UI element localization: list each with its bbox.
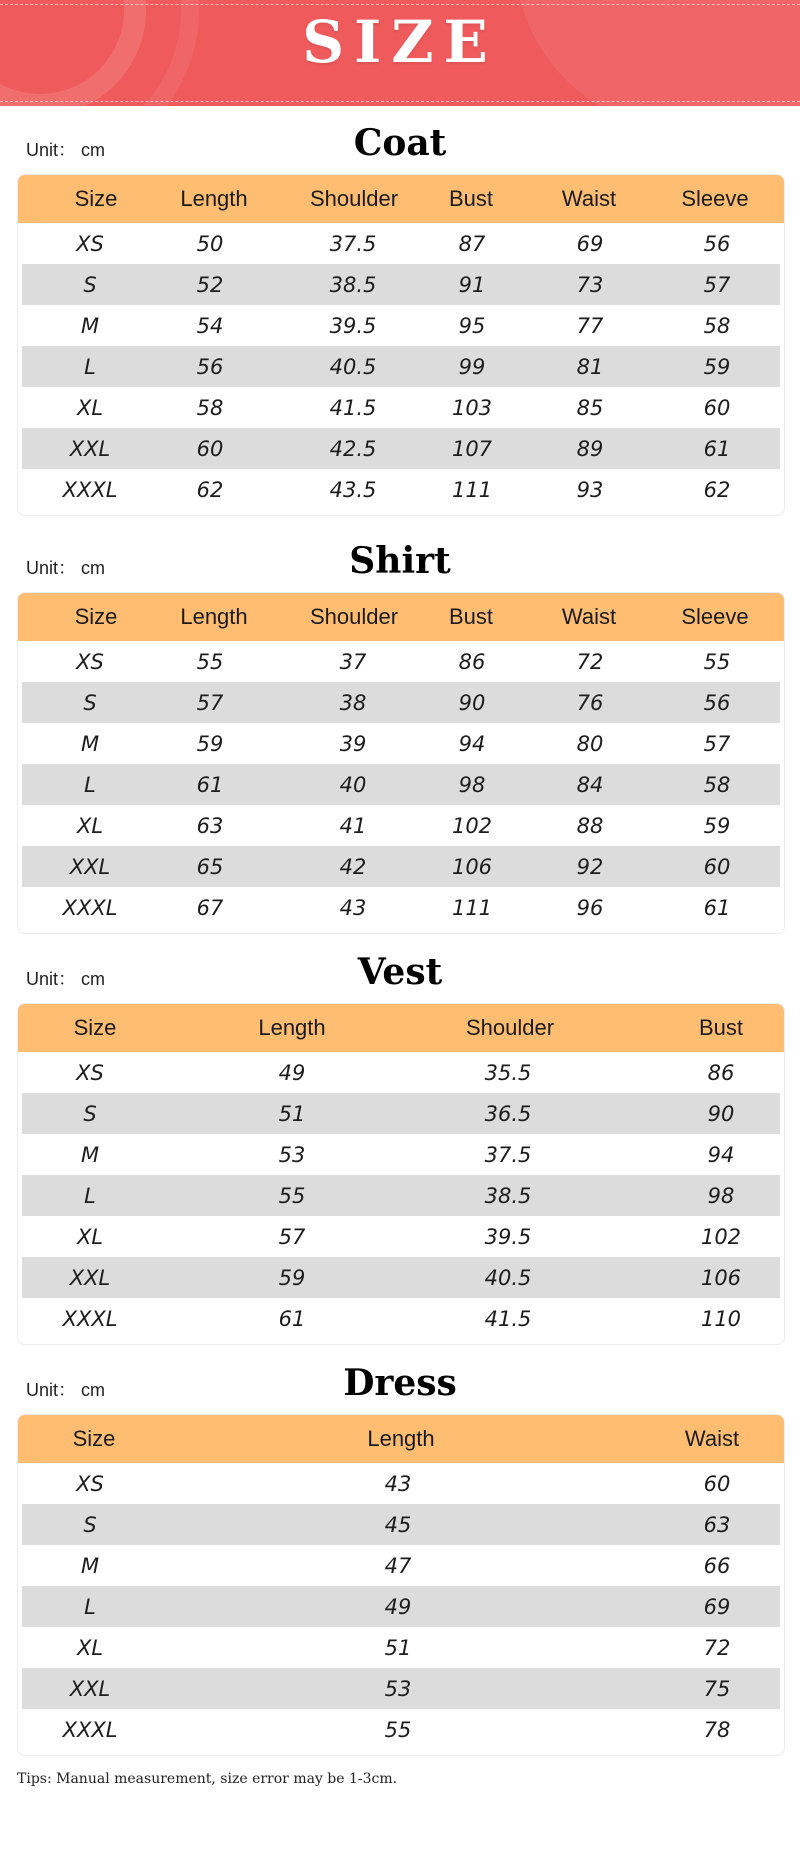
column-header: Bust bbox=[448, 186, 494, 211]
column-header: Waist bbox=[561, 186, 617, 211]
measurement-cell: 98 bbox=[707, 1183, 735, 1208]
measurement-cell: 57 bbox=[703, 272, 731, 297]
column-header: Shoulder bbox=[309, 604, 399, 629]
measurement-cell: 99 bbox=[458, 354, 486, 379]
measurement-cell: 41 bbox=[339, 813, 367, 838]
column-header: Bust bbox=[698, 1015, 744, 1040]
measurement-cell: 41.5 bbox=[484, 1306, 532, 1331]
table-row bbox=[18, 1545, 784, 1586]
measurement-cell: 60 bbox=[703, 395, 731, 420]
measurement-cell: 111 bbox=[451, 477, 493, 502]
measurement-cell: 63 bbox=[196, 813, 224, 838]
table-row bbox=[18, 1052, 784, 1093]
size-cell: XS bbox=[76, 649, 104, 674]
measurement-cell: 94 bbox=[458, 731, 486, 756]
unit-label: Unit： cm bbox=[26, 558, 106, 578]
table-row bbox=[22, 428, 780, 469]
column-header: Size bbox=[74, 186, 118, 211]
measurement-cell: 36.5 bbox=[484, 1101, 532, 1126]
measurement-cell: 55 bbox=[278, 1183, 306, 1208]
column-header: Size bbox=[74, 604, 118, 629]
measurement-cell: 77 bbox=[576, 313, 604, 338]
size-cell: XXL bbox=[69, 1265, 111, 1290]
measurement-cell: 111 bbox=[451, 895, 493, 920]
coat-table bbox=[17, 174, 785, 516]
measurement-cell: 42 bbox=[339, 854, 367, 879]
table-row bbox=[18, 641, 784, 682]
size-cell: S bbox=[83, 1512, 97, 1537]
measurement-cell: 87 bbox=[458, 231, 486, 256]
table-row bbox=[22, 346, 780, 387]
column-header: Size bbox=[73, 1015, 117, 1040]
table-header bbox=[18, 1415, 784, 1463]
table-body bbox=[18, 223, 784, 510]
size-cell: XXL bbox=[69, 854, 111, 879]
size-cell: XS bbox=[76, 1471, 104, 1496]
table-body bbox=[18, 641, 784, 928]
measurement-cell: 84 bbox=[576, 772, 604, 797]
size-cell: XXL bbox=[69, 1676, 111, 1701]
table-row bbox=[18, 469, 784, 510]
measurement-cell: 51 bbox=[278, 1101, 306, 1126]
coat-title: Coat bbox=[353, 122, 447, 164]
measurement-cell: 72 bbox=[703, 1635, 731, 1660]
column-header: Length bbox=[180, 186, 248, 211]
table-row bbox=[22, 1257, 780, 1298]
measurement-cell: 73 bbox=[576, 272, 604, 297]
table-row bbox=[22, 846, 780, 887]
column-header: Shoulder bbox=[309, 186, 399, 211]
size-cell: XS bbox=[76, 1060, 104, 1085]
measurement-cell: 58 bbox=[703, 313, 731, 338]
measurement-cell: 53 bbox=[278, 1142, 306, 1167]
table-row bbox=[22, 764, 780, 805]
measurement-cell: 85 bbox=[576, 395, 604, 420]
measurement-cell: 56 bbox=[703, 231, 731, 256]
measurement-cell: 38.5 bbox=[329, 272, 377, 297]
dress-title: Dress bbox=[343, 1362, 457, 1404]
size-cell: XL bbox=[76, 1635, 104, 1660]
measurement-cell: 106 bbox=[700, 1265, 742, 1290]
size-cell: L bbox=[84, 1183, 96, 1208]
table-row bbox=[18, 387, 784, 428]
measurement-cell: 69 bbox=[576, 231, 604, 256]
table-body bbox=[18, 1052, 784, 1339]
measurement-cell: 80 bbox=[576, 731, 604, 756]
size-cell: S bbox=[83, 1101, 97, 1126]
size-cell: XL bbox=[76, 1224, 104, 1249]
measurement-cell: 107 bbox=[451, 436, 493, 461]
measurement-cell: 43 bbox=[384, 1471, 412, 1496]
measurement-cell: 37.5 bbox=[329, 231, 377, 256]
column-header: Sleeve bbox=[681, 604, 749, 629]
measurement-cell: 63 bbox=[703, 1512, 731, 1537]
size-cell: XS bbox=[76, 231, 104, 256]
measurement-cell: 59 bbox=[278, 1265, 306, 1290]
dress-table bbox=[17, 1414, 785, 1756]
size-banner bbox=[0, 0, 800, 106]
measurement-cell: 59 bbox=[196, 731, 224, 756]
shirt-title: Shirt bbox=[349, 540, 451, 582]
measurement-cell: 45 bbox=[384, 1512, 412, 1537]
column-header: Length bbox=[367, 1426, 435, 1451]
measurement-cell: 54 bbox=[196, 313, 224, 338]
table-row bbox=[18, 805, 784, 846]
measurement-cell: 91 bbox=[458, 272, 486, 297]
table-row bbox=[22, 1504, 780, 1545]
measurement-cell: 37 bbox=[339, 649, 367, 674]
measurement-cell: 58 bbox=[196, 395, 224, 420]
measurement-cell: 42.5 bbox=[329, 436, 377, 461]
measurement-cell: 90 bbox=[458, 690, 486, 715]
table-row bbox=[18, 1298, 784, 1339]
size-cell: L bbox=[84, 772, 96, 797]
measurement-cell: 50 bbox=[196, 231, 224, 256]
table-row bbox=[18, 305, 784, 346]
table-row bbox=[18, 723, 784, 764]
unit-label: Unit： cm bbox=[26, 969, 106, 989]
table-row bbox=[18, 1627, 784, 1668]
measurement-cell: 60 bbox=[703, 1471, 731, 1496]
measurement-cell: 66 bbox=[703, 1553, 731, 1578]
column-header: Length bbox=[258, 1015, 326, 1040]
table-body bbox=[18, 1463, 784, 1750]
measurement-cell: 41.5 bbox=[329, 395, 377, 420]
column-header: Shoulder bbox=[465, 1015, 555, 1040]
measurement-cell: 39 bbox=[339, 731, 367, 756]
measurement-cell: 62 bbox=[196, 477, 224, 502]
column-header: Sleeve bbox=[681, 186, 749, 211]
banner-stitch-bottom bbox=[0, 101, 800, 102]
measurement-cell: 110 bbox=[700, 1306, 742, 1331]
measurement-cell: 55 bbox=[703, 649, 731, 674]
measurement-cell: 59 bbox=[703, 354, 731, 379]
measurement-cell: 102 bbox=[700, 1224, 742, 1249]
measurement-cell: 37.5 bbox=[484, 1142, 532, 1167]
measurement-cell: 72 bbox=[576, 649, 604, 674]
measurement-cell: 52 bbox=[196, 272, 224, 297]
measurement-cell: 55 bbox=[384, 1717, 412, 1742]
measurement-cell: 65 bbox=[196, 854, 224, 879]
measurement-cell: 38 bbox=[339, 690, 367, 715]
measurement-cell: 58 bbox=[703, 772, 731, 797]
table-row bbox=[18, 1134, 784, 1175]
table-row bbox=[22, 1586, 780, 1627]
measurement-cell: 56 bbox=[196, 354, 224, 379]
measurement-cell: 56 bbox=[703, 690, 731, 715]
table-row bbox=[22, 1668, 780, 1709]
measurement-cell: 43 bbox=[339, 895, 367, 920]
measurement-cell: 55 bbox=[196, 649, 224, 674]
table-row bbox=[18, 1709, 784, 1750]
vest-title: Vest bbox=[357, 951, 443, 993]
measurement-cell: 61 bbox=[196, 772, 224, 797]
table-header bbox=[18, 1004, 784, 1052]
measurement-cell: 95 bbox=[458, 313, 486, 338]
size-cell: M bbox=[80, 313, 100, 338]
measurement-cell: 39.5 bbox=[484, 1224, 532, 1249]
measurement-cell: 57 bbox=[278, 1224, 306, 1249]
measurement-cell: 62 bbox=[703, 477, 731, 502]
size-cell: XXXL bbox=[62, 1717, 118, 1742]
size-cell: XXXL bbox=[62, 477, 118, 502]
size-cell: XL bbox=[76, 813, 104, 838]
unit-label: Unit： cm bbox=[26, 140, 106, 160]
measurement-cell: 57 bbox=[196, 690, 224, 715]
size-cell: M bbox=[80, 1553, 100, 1578]
table-row bbox=[22, 1175, 780, 1216]
measurement-cell: 98 bbox=[458, 772, 486, 797]
size-cell: XXXL bbox=[62, 1306, 118, 1331]
tips-note: Tips: Manual measurement, size error may be 1-3cm. bbox=[17, 1771, 398, 1787]
measurement-cell: 94 bbox=[707, 1142, 735, 1167]
size-cell: XXXL bbox=[62, 895, 118, 920]
size-cell: S bbox=[83, 690, 97, 715]
measurement-cell: 40.5 bbox=[484, 1265, 532, 1290]
measurement-cell: 43.5 bbox=[329, 477, 377, 502]
measurement-cell: 76 bbox=[576, 690, 604, 715]
measurement-cell: 67 bbox=[196, 895, 224, 920]
vest-table bbox=[17, 1003, 785, 1345]
measurement-cell: 102 bbox=[451, 813, 493, 838]
measurement-cell: 60 bbox=[196, 436, 224, 461]
measurement-cell: 49 bbox=[278, 1060, 306, 1085]
measurement-cell: 51 bbox=[384, 1635, 412, 1660]
measurement-cell: 61 bbox=[703, 895, 731, 920]
measurement-cell: 81 bbox=[576, 354, 604, 379]
measurement-cell: 92 bbox=[576, 854, 604, 879]
banner-title: SIZE bbox=[302, 8, 498, 76]
measurement-cell: 40 bbox=[339, 772, 367, 797]
measurement-cell: 38.5 bbox=[484, 1183, 532, 1208]
measurement-cell: 103 bbox=[451, 395, 493, 420]
measurement-cell: 75 bbox=[703, 1676, 731, 1701]
unit-label: Unit： cm bbox=[26, 1380, 106, 1400]
size-cell: S bbox=[83, 272, 97, 297]
measurement-cell: 53 bbox=[384, 1676, 412, 1701]
measurement-cell: 59 bbox=[703, 813, 731, 838]
size-cell: L bbox=[84, 354, 96, 379]
measurement-cell: 88 bbox=[576, 813, 604, 838]
measurement-cell: 90 bbox=[707, 1101, 735, 1126]
column-header: Waist bbox=[561, 604, 617, 629]
table-row bbox=[18, 1463, 784, 1504]
measurement-cell: 60 bbox=[703, 854, 731, 879]
measurement-cell: 57 bbox=[703, 731, 731, 756]
column-header: Size bbox=[72, 1426, 116, 1451]
measurement-cell: 86 bbox=[458, 649, 486, 674]
shirt-table bbox=[17, 592, 785, 934]
table-row bbox=[22, 264, 780, 305]
table-row bbox=[18, 223, 784, 264]
measurement-cell: 86 bbox=[707, 1060, 735, 1085]
size-cell: M bbox=[80, 731, 100, 756]
measurement-cell: 69 bbox=[703, 1594, 731, 1619]
table-row bbox=[22, 682, 780, 723]
measurement-cell: 93 bbox=[576, 477, 604, 502]
size-cell: XXL bbox=[69, 436, 111, 461]
table-row bbox=[22, 1093, 780, 1134]
column-header: Length bbox=[180, 604, 248, 629]
size-cell: M bbox=[80, 1142, 100, 1167]
column-header: Bust bbox=[448, 604, 494, 629]
measurement-cell: 40.5 bbox=[329, 354, 377, 379]
measurement-cell: 47 bbox=[384, 1553, 412, 1578]
size-cell: L bbox=[84, 1594, 96, 1619]
measurement-cell: 49 bbox=[384, 1594, 412, 1619]
size-cell: XL bbox=[76, 395, 104, 420]
banner-stitch-top bbox=[0, 4, 800, 5]
measurement-cell: 78 bbox=[703, 1717, 731, 1742]
table-header bbox=[18, 175, 784, 223]
measurement-cell: 106 bbox=[451, 854, 493, 879]
table-row bbox=[18, 887, 784, 928]
table-header bbox=[18, 593, 784, 641]
measurement-cell: 61 bbox=[703, 436, 731, 461]
measurement-cell: 39.5 bbox=[329, 313, 377, 338]
table-row bbox=[18, 1216, 784, 1257]
column-header: Waist bbox=[684, 1426, 740, 1451]
measurement-cell: 89 bbox=[576, 436, 604, 461]
measurement-cell: 35.5 bbox=[484, 1060, 532, 1085]
measurement-cell: 96 bbox=[576, 895, 604, 920]
measurement-cell: 61 bbox=[278, 1306, 306, 1331]
